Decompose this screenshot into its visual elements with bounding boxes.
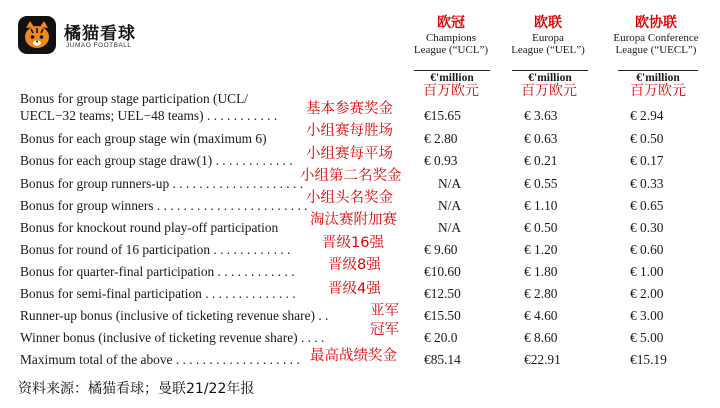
ucl-value: €12.50 xyxy=(424,286,461,301)
column-cn-label: 欧协联 xyxy=(635,15,677,31)
uel-value: € 0.55 xyxy=(524,176,558,191)
annotation-playoff: 淘汰赛附加赛 xyxy=(310,212,397,228)
uecl-value: € 3.00 xyxy=(630,308,664,323)
brand-name: 橘猫看球 xyxy=(64,24,136,44)
uecl-value: € 1.00 xyxy=(630,264,664,279)
column-en-line1: Europa xyxy=(532,32,564,44)
annotation-runners-up: 小组第二名奖金 xyxy=(300,168,402,184)
annotation-round-16: 晋级16强 xyxy=(322,235,384,251)
row-label: Maximum total of the above . . . . . . . . . . . . . . . . . . . xyxy=(20,352,300,367)
column-cn-label: 欧冠 xyxy=(437,15,465,31)
header-rule xyxy=(618,70,698,71)
column-en-line1: Europa Conference xyxy=(613,32,699,44)
uel-value: € 1.80 xyxy=(524,264,558,279)
uecl-value: €15.19 xyxy=(630,352,667,367)
ucl-value: N/A xyxy=(438,176,462,191)
uecl-value: € 0.33 xyxy=(630,176,664,191)
annotation-quarter-final: 晋级8强 xyxy=(328,257,381,273)
column-en-line2: League (“UECL”) xyxy=(615,44,697,56)
uecl-value: € 0.50 xyxy=(630,131,664,146)
unit-cn-label: 百万欧元 xyxy=(521,83,577,99)
column-en-line1: Champions xyxy=(425,32,477,44)
unit-label: €'million xyxy=(430,72,474,84)
column-cn-label: 欧联 xyxy=(534,15,562,31)
cat-face-icon xyxy=(18,16,56,54)
uel-value: €22.91 xyxy=(524,352,561,367)
unit-label: €'million xyxy=(636,72,680,84)
row-label: Bonus for each group stage win (maximum 6) xyxy=(20,131,267,146)
ucl-value: €15.65 xyxy=(424,108,461,123)
unit-cn-label: 百万欧元 xyxy=(630,83,686,99)
row-label: Bonus for group runners-up . . . . . . . . . . . . . . . . . . . . xyxy=(20,176,304,191)
uel-value: € 3.63 xyxy=(524,108,558,123)
annotation-group-draw: 小组赛每平场 xyxy=(306,146,393,162)
row-label: Bonus for each group stage draw(1) . . . . . . . . . . . . xyxy=(20,153,293,168)
unit-label: €'million xyxy=(528,72,572,84)
ucl-value: N/A xyxy=(438,220,462,235)
annotation-semi-final: 晋级4强 xyxy=(328,281,381,297)
uecl-value: € 2.94 xyxy=(630,108,664,123)
column-en-line2: League (“UCL”) xyxy=(413,44,489,56)
row-label: Bonus for knockout round play-off participation xyxy=(20,220,279,235)
annotation-participation: 基本参赛奖金 xyxy=(306,101,393,117)
uel-value: € 1.10 xyxy=(524,198,558,213)
annotation-runner-up: 亚军 xyxy=(370,303,399,319)
column-en-line2: League (“UEL”) xyxy=(511,44,585,56)
annotation-group-winners: 小组头名奖金 xyxy=(306,190,393,206)
uecl-value: € 0.60 xyxy=(630,242,664,257)
row-label: Bonus for semi-final participation . . . . . . . . . . . . . . xyxy=(20,286,296,301)
brand-subtitle: JUMAO FOOTBALL xyxy=(66,42,132,49)
row-label: Bonus for quarter-final participation . . . . . . . . . . . . xyxy=(20,264,295,279)
uel-value: € 2.80 xyxy=(524,286,558,301)
uecl-value: € 0.17 xyxy=(630,153,664,168)
ucl-value: €15.50 xyxy=(424,308,461,323)
header-rule xyxy=(512,70,588,71)
column-header-ucl xyxy=(403,14,499,56)
uel-value: € 4.60 xyxy=(524,308,558,323)
uecl-value: € 5.00 xyxy=(630,330,664,345)
uel-value: € 1.20 xyxy=(524,242,558,257)
ucl-value: € 9.60 xyxy=(424,242,458,257)
ucl-value: € 20.0 xyxy=(424,330,458,345)
uel-value: € 0.21 xyxy=(524,153,558,168)
ucl-value: € 0.93 xyxy=(424,153,458,168)
ucl-value: N/A xyxy=(438,198,462,213)
row-label: Winner bonus (inclusive of ticketing revenue share) . . . . xyxy=(20,330,325,345)
annotation-max-total: 最高战绩奖金 xyxy=(310,348,397,364)
row-label: Bonus for round of 16 participation . . . . . . . . . . . . xyxy=(20,242,291,257)
ucl-value: €85.14 xyxy=(424,352,461,367)
row-label-line2: UECL−32 teams; UEL−48 teams) . . . . . . . . . . . xyxy=(20,108,278,123)
row-label: Bonus for group stage participation (UCL/ xyxy=(20,91,248,106)
uel-value: € 0.63 xyxy=(524,131,558,146)
uel-value: € 8.60 xyxy=(524,330,558,345)
uecl-value: € 0.30 xyxy=(630,220,664,235)
unit-cn-label: 百万欧元 xyxy=(423,83,479,99)
header-rule xyxy=(414,70,490,71)
uecl-value: € 2.00 xyxy=(630,286,664,301)
column-header-uecl xyxy=(600,14,712,56)
uel-value: € 0.50 xyxy=(524,220,558,235)
row-label: Runner-up bonus (inclusive of ticketing revenue share) . . xyxy=(20,308,329,323)
brand-logo xyxy=(18,14,156,56)
source-note: 资料来源：橘猫看球；曼联21/22年报 xyxy=(18,381,255,397)
ucl-value: € 2.80 xyxy=(424,131,458,146)
annotation-winner: 冠军 xyxy=(370,322,399,338)
ucl-value: €10.60 xyxy=(424,264,461,279)
column-header-uel xyxy=(500,14,596,56)
uecl-value: € 0.65 xyxy=(630,198,664,213)
annotation-group-win: 小组赛每胜场 xyxy=(306,123,393,139)
row-label: Bonus for group winners . . . . . . . . . . . . . . . . . . . . . . . xyxy=(20,198,308,213)
